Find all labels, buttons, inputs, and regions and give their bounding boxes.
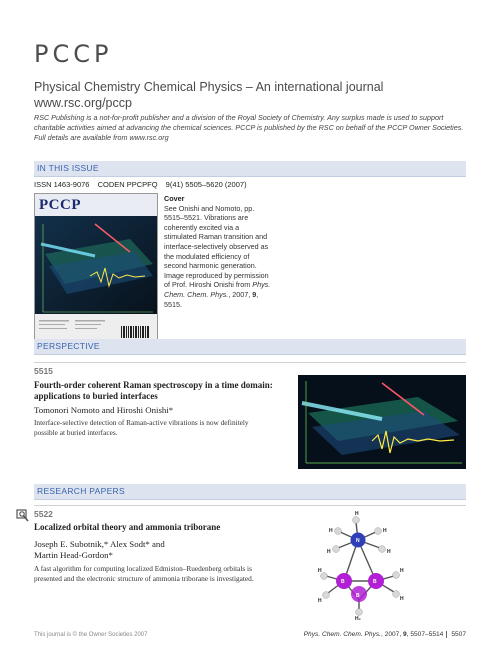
footer-pages: , 5507–5514 <box>406 631 444 638</box>
section-label-in-this-issue: IN THIS ISSUE <box>37 163 99 173</box>
issue-info <box>34 180 253 189</box>
coden: CODEN PPCPFQ <box>97 180 158 189</box>
journal-name: PCCP <box>34 40 113 68</box>
atom-label-h-bridge: H₂ <box>355 616 361 620</box>
perspective-artwork <box>298 375 466 469</box>
cover-credit-page: , 5515. <box>164 289 259 309</box>
hydrogen-atom <box>393 591 400 598</box>
atom-label-h: H <box>383 528 387 534</box>
atom-label-b: B <box>341 579 345 585</box>
perspective-rule <box>34 362 466 363</box>
atom-label-h: H <box>400 596 404 602</box>
hydrogen-atom <box>323 592 330 599</box>
volume-info: 9(41) 5505–5620 (2007) <box>165 180 247 189</box>
atom-label-h: H <box>327 549 331 555</box>
atom-label-h: H <box>387 549 391 555</box>
cover-logo: PCCP <box>39 197 81 213</box>
footer-copyright: This journal is © the Owner Societies 2007 <box>34 632 148 638</box>
atom-label-h: H <box>329 528 333 534</box>
research-title[interactable]: Localized orbital theory and ammonia triborane <box>34 522 221 532</box>
perspective-title[interactable]: Fourth-order coherent Raman spectroscopy in a time domain: applications to buried interfaces <box>34 380 273 401</box>
footer-volume: 9 <box>402 631 407 638</box>
atom-label-b: B <box>373 579 377 585</box>
section-bar-in-this-issue <box>34 161 466 177</box>
hydrogen-atom <box>375 528 382 535</box>
atom-label-n: N <box>356 538 360 544</box>
cover-credit: Image reproduced by permission of Prof. Hiroshi Onishi from <box>164 270 269 290</box>
perspective-graphic[interactable] <box>298 375 466 469</box>
research-page-number: 5522 <box>34 509 53 519</box>
atom-label-h: H <box>400 568 404 574</box>
research-rule <box>34 505 466 506</box>
perspective-authors: Tomonori Nomoto and Hiroshi Onishi* <box>34 405 174 415</box>
hydrogen-atom <box>333 546 340 553</box>
atom-label-h: H <box>318 568 322 574</box>
issn: ISSN 1463-9076 <box>34 180 90 189</box>
hydrogen-atom <box>393 572 400 579</box>
publisher-disclaimer: RSC Publishing is a not-for-profit publisher and a division of the Royal Society of Chemistry. Any surplus made is used to support charitable activities aimed at advancing the chemical sciences. PCCP is published by the RSC on behalf of the PCCP Owner Societies. Full details are available from www.rsc.org <box>34 113 464 142</box>
cover-caption <box>164 194 272 309</box>
footer-journal: Phys. Chem. Chem. Phys. <box>303 631 381 638</box>
magnifier-icon[interactable] <box>16 509 30 523</box>
hydrogen-atom <box>356 609 363 616</box>
research-authors <box>34 539 274 561</box>
research-authors-line-1: Joseph E. Subotnik,* Alex Sodt* and <box>34 539 165 549</box>
cover-credit-year: , 2007, <box>228 289 253 299</box>
footer-citation <box>300 631 466 638</box>
section-label-research-papers: RESEARCH PAPERS <box>37 486 125 496</box>
hydrogen-atom <box>335 528 342 535</box>
section-bar-perspective <box>34 339 466 355</box>
journal-full-title: Physical Chemistry Chemical Physics – An international journal <box>34 80 384 94</box>
footer-year: , 2007, <box>380 631 403 638</box>
atom-label-h: H <box>318 598 322 604</box>
footer-page-number: 5507 <box>446 631 466 638</box>
section-label-perspective: PERSPECTIVE <box>37 341 100 351</box>
research-abstract: A fast algorithm for computing localized Edmiston–Ruedenberg orbitals is presented and the electronic structure of ammonia triborane is investigated. <box>34 564 254 583</box>
section-bar-research-papers <box>34 484 466 500</box>
cover-description: See Onishi and Nomoto, pp. 5515–5521. Vibrations are coherently excited via a stimulated Raman transition and interface-selectively observed as the modulated efficiency of second harmonic generation. <box>164 203 269 271</box>
ammonia-triborane-structure[interactable] <box>318 510 408 620</box>
atom-label-h: H <box>355 511 359 517</box>
research-authors-line-2: Martin Head-Gordon* <box>34 550 113 560</box>
atom-label-b: B <box>356 593 360 599</box>
journal-url[interactable]: www.rsc.org/pccp <box>34 96 132 110</box>
perspective-abstract: Interface-selective detection of Raman-active vibrations is now definitely possible at buried interfaces. <box>34 418 249 437</box>
perspective-page-number: 5515 <box>34 366 53 376</box>
hydrogen-atom <box>379 546 386 553</box>
hydrogen-atom <box>353 517 360 524</box>
cover-image[interactable] <box>34 193 158 345</box>
cover-credit-volume: 9 <box>252 289 257 299</box>
cover-heading: Cover <box>164 194 185 203</box>
cover-credit-journal: Phys. Chem. Chem. Phys. <box>164 280 271 299</box>
